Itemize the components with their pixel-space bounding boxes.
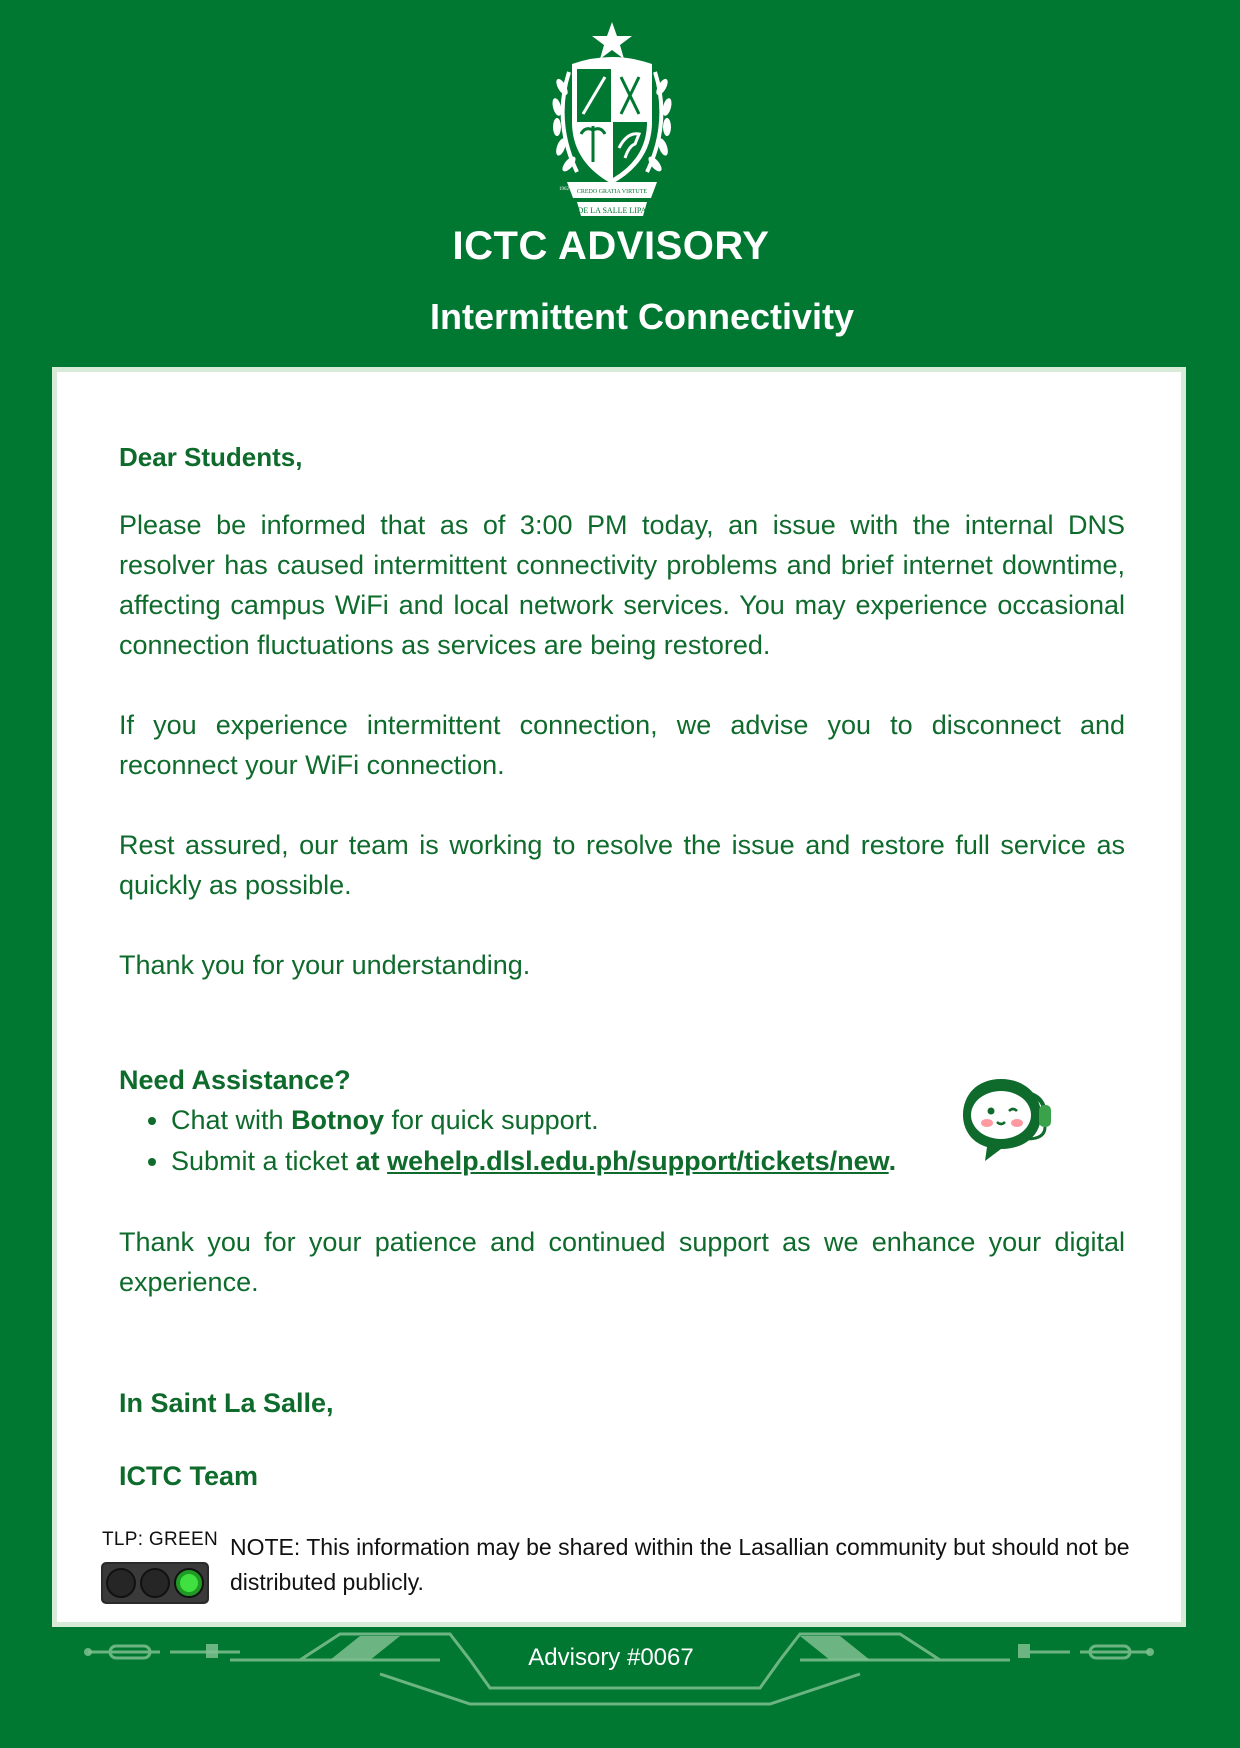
botnoy-chat-icon[interactable] (957, 1075, 1055, 1163)
ticket-at: at (355, 1146, 388, 1176)
paragraph-thanks: Thank you for your understanding. (119, 950, 531, 980)
header (0, 0, 1240, 365)
page-subtitle: Intermittent Connectivity (429, 296, 855, 337)
advisory-number: Advisory #0067 (528, 1644, 694, 1671)
botnoy-name: Botnoy (291, 1105, 385, 1135)
crest-motto: CREDO GRATIA VIRTUTE (576, 189, 648, 195)
team-signature: ICTC Team (119, 1461, 259, 1491)
paragraph-reassurance: Rest assured, our team is working to resolve the issue and restore full service as quickly as possible. (119, 830, 1125, 900)
ticket-suffix: . (888, 1146, 897, 1176)
advisory-card (52, 367, 1186, 1627)
page-title: ICTC ADVISORY (452, 224, 770, 268)
greeting: Dear Students, (119, 442, 303, 472)
advisory-content (119, 442, 1125, 1492)
traffic-light-icon (101, 1562, 209, 1604)
chat-prefix: Chat with (171, 1105, 292, 1135)
crest-school-name: DE LA SALLE LIPA (577, 206, 647, 215)
assist-heading: Need Assistance? (119, 1065, 351, 1095)
tlp-note: NOTE: This information may be shared within the Lasallian community but should not be distributed publicly. (230, 1534, 1130, 1595)
crest-year: 1962 (559, 187, 569, 192)
paragraph-advice: If you experience intermittent connection, we advise you to disconnect and reconnect your WiFi connection. (119, 710, 1125, 780)
paragraph-issue: Please be informed that as of 3:00 PM today, an issue with the internal DNS resolver has caused intermittent connectivity problems and brief internet downtime, affecting campus WiFi and local network services. You may experience occasional connection fluctuations as services are being restored. (119, 510, 1125, 660)
school-crest-logo (547, 22, 677, 222)
ticket-link[interactable]: wehelp.dlsl.edu.ph/support/tickets/new (387, 1146, 889, 1176)
tlp-label: TLP: GREEN (102, 1529, 218, 1550)
ticket-prefix: Submit a ticket (171, 1146, 356, 1176)
paragraph-closing: Thank you for your patience and continued support as we enhance your digital experience. (119, 1227, 1125, 1297)
chat-suffix: for quick support. (384, 1105, 599, 1135)
signoff: In Saint La Salle, (119, 1388, 334, 1418)
